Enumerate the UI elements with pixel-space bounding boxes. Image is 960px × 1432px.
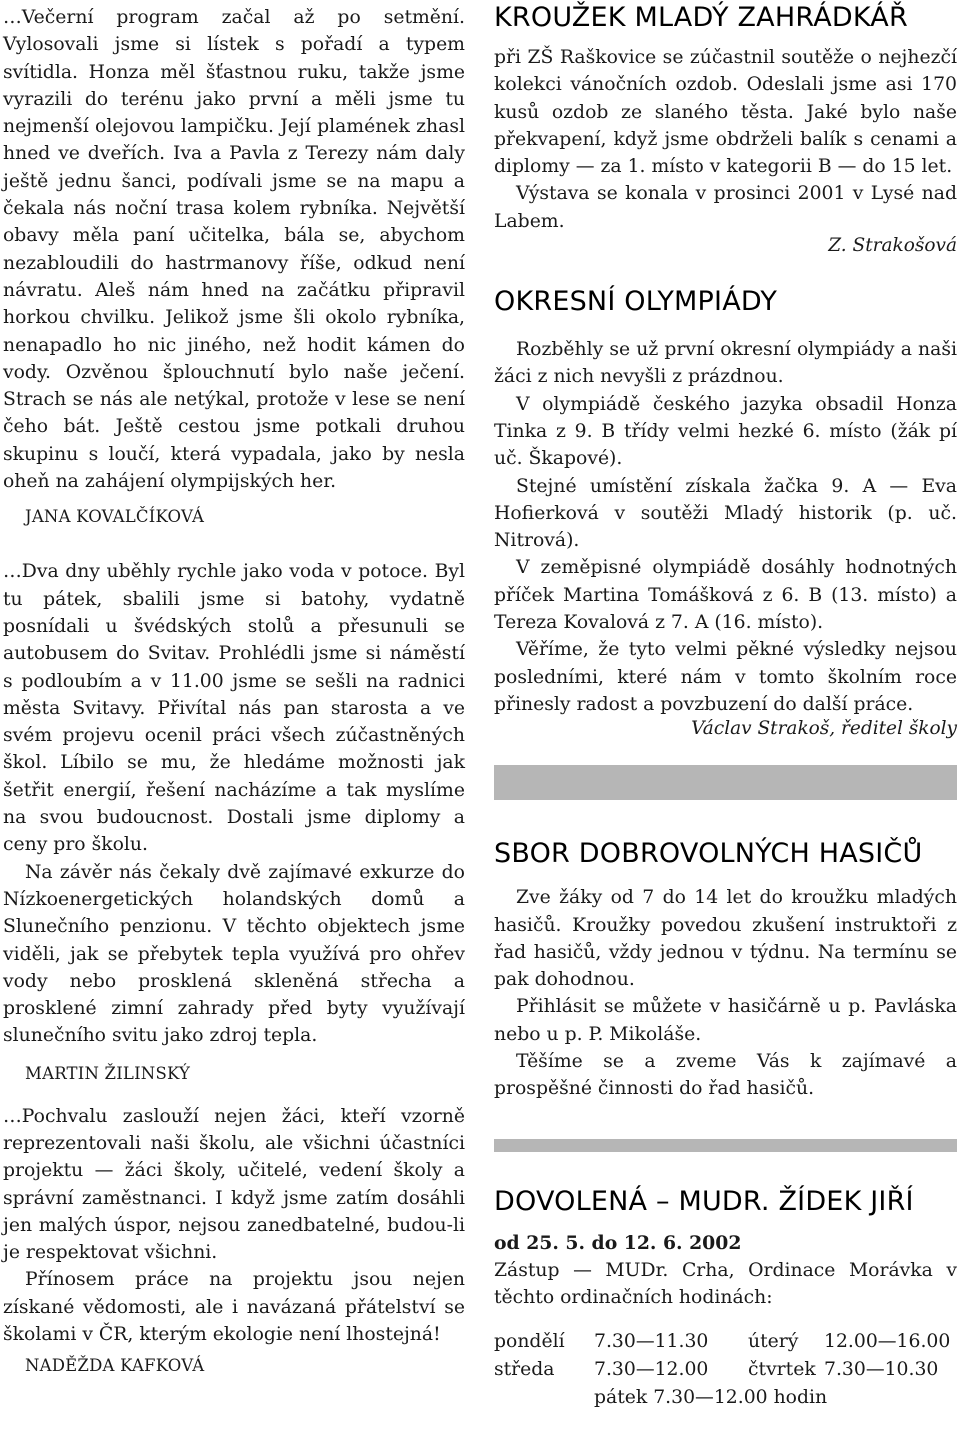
time-range: 12.00—16.00 xyxy=(824,1330,951,1352)
section-divider-bar xyxy=(494,1139,957,1152)
olympiady-heading: OKRESNÍ OLYMPIÁDY xyxy=(494,286,778,318)
krouzek-paragraph: při ZŠ Raškovice se zúčastnil soutěže o nejhezčí kolekci vánočních ozdob. Odeslali jsme asi 170 kusů ozdob ze slaného těsta. Jaké bylo naše překvapení, když jsme obdrželi balík s cenami a diplomy — za 1. místo v kategorii B — do 15 let. xyxy=(494,47,957,178)
olympiady-paragraph: Stejné umístění získala žačka 9. A — Eva Hofierková v soutěži Mladý historik (p. uč. Nitrová). xyxy=(494,475,957,552)
article3-paragraph: …Pochvalu zaslouží nejen žáci, kteří vzorně reprezentovali naši školu, ale všichni účastníci projektu — žáci školy, učitelé, vedení školy a správní zaměstnanci. I když jsme zatím dosáhli jen malých úspor, nejsou zanedbatelné, budou-li je respektovat všichni. xyxy=(3,1105,465,1264)
article3-paragraph: Přínosem práce na projektu jsou nejen získané vědomosti, ale i navázaná přátelství se školami v ČR, kterým ekologie není lhostejná! xyxy=(3,1269,465,1346)
hours-row xyxy=(494,1356,950,1384)
krouzek-paragraph: Výstava se konala v prosinci 2001 v Lysé nad Labem. xyxy=(494,183,957,232)
hasici-paragraph: Přihlásit se můžete v hasičárně u p. Pavláska nebo u p. P. Mikoláše. xyxy=(494,996,957,1045)
hasici-paragraph: Těšíme se a zveme Vás k zajímavé a prospěšné činnosti do řad hasičů. xyxy=(494,1051,957,1100)
hasici-paragraph: Zve žáky od 7 do 14 let do kroužku mladých hasičů. Kroužky povedou zkušení instruktoři z řad hasičů, vždy jednou v týdnu. Na termínu se pak dohodnou. xyxy=(494,887,957,991)
article3-signature: NADĚŽDA KAFKOVÁ xyxy=(25,1356,205,1376)
olympiady-paragraph: Věříme, že tyto velmi pěkné výsledky nejsou posledními, které nám v tomto školním roce přinesly radost a povzbuzení do další práce. xyxy=(494,639,957,715)
right-column xyxy=(494,0,957,1412)
article2-signature: MARTIN ŽILINSKÝ xyxy=(25,1063,191,1083)
olympiady-paragraph: Rozběhly se už první okresní olympiády a naši žáci z nich nevyšli z prázdnou. xyxy=(494,339,957,388)
hours-row xyxy=(494,1384,950,1412)
dovolena-dates: od 25. 5. do 12. 6. 2002 xyxy=(494,1231,742,1254)
olympiady-paragraph: V olympiádě českého jazyka obsadil Honza Tinka z 9. B třídy velmi hezké 6. místo (žák pí uč. Škapové). xyxy=(494,393,957,470)
day-label: úterý xyxy=(748,1330,799,1352)
time-range: 7.30—11.30 xyxy=(594,1330,709,1352)
krouzek-signature: Z. Strakošová xyxy=(828,235,957,257)
office-hours-table xyxy=(494,1328,950,1412)
olympiady-signature: Václav Strakoš, ředitel školy xyxy=(691,718,957,740)
day-label: středa xyxy=(494,1358,555,1380)
article1-signature: JANA KOVALČÍKOVÁ xyxy=(25,507,205,527)
krouzek-heading: KROUŽEK MLADÝ ZAHRÁDKÁŘ xyxy=(494,2,908,33)
article2-paragraph: …Dva dny uběhly rychle jako voda v potoce. Byl tu pátek, sbalili jsme si batohy, vydatně posnídali u švédských stolů a přesunuli se autobusem do Svitav. Prohlédli jsme si náměstí s podloubím a v 11.00 jsme se sešli na radnici města Svitavy. Přivítal nás pan starosta a ve svém projevu ocenil práci všech zúčastněných škol. Líbilo se mu, že hledáme možnosti jak šetřit energií, řešení nacházíme a tak myslíme na svou budoucnost. Dostali jsme diplomy a ceny pro školu. xyxy=(3,561,465,856)
dovolena-substitute: Zástup — MUDr. Crha, Ordinace Morávka v těchto ordinačních hodinách: xyxy=(494,1259,957,1309)
hasici-heading: SBOR DOBROVOLNÝCH HASIČŮ xyxy=(494,838,923,870)
left-column xyxy=(3,0,465,1379)
day-label: pondělí xyxy=(494,1330,565,1352)
section-divider-bar xyxy=(494,765,957,800)
olympiady-paragraph: V zeměpisné olympiádě dosáhly hodnotných příček Martina Tomášková z 6. B (13. místo) a Tereza Kovalová z 7. A (16. místo). xyxy=(494,557,957,634)
hours-row xyxy=(494,1328,950,1356)
dovolena-heading: DOVOLENÁ – MUDR. ŽÍDEK JIŘÍ xyxy=(494,1185,914,1217)
time-range: 7.30—10.30 xyxy=(824,1358,939,1380)
time-range: 7.30—12.00 xyxy=(594,1358,709,1380)
article1-text: …Večerní program začal až po setmění. Vylosovali jsme si lístek s pořadí a typem svítidla. Honza měl šťastnou ruku, takže jsme vyrazili do terénu jako první a měli jsme tu nejmenší olejovou lampičku. Její plamének zhasl hned ve dveřích. Iva a Pavla z Terezy nám daly ještě jednu šanci, podívali jsme se na mapu a čekala nás noční trasa kolem rybníka. Největší obavy měla paní učitelka, bála se, abychom nezabloudili do hastrmanovy říše, odkud není návratu. Aleš nám hned na začátku připravil horkou chvilku. Jelikož jsme šli okolo rybníka, nenapadlo ho nic jiného, než hodit kámen do vody. Ozvěnou šplouchnutí bylo naše ječení. Strach se nás ale netýkal, protože v lese se není čeho bát. Ještě cestou jsme potkali druhou skupinu s loučí, která vypadala, jako by nesla oheň na zahájení olympijských her. xyxy=(3,7,465,493)
friday-hours: pátek 7.30—12.00 hodin xyxy=(594,1386,828,1408)
article2-paragraph: Na závěr nás čekaly dvě zajímavé exkurze do Nízkoenergetických holandských domů a Slunečního penzionu. V těchto objektech jsme viděli, jak se přebytek tepla využívá pro ohřev vody nebo prosklená skleněná střecha a prosklené zimní zahrady před byty využívají slunečního svitu jako zdroj tepla. xyxy=(3,861,465,1047)
day-label: čtvrtek xyxy=(748,1358,816,1380)
